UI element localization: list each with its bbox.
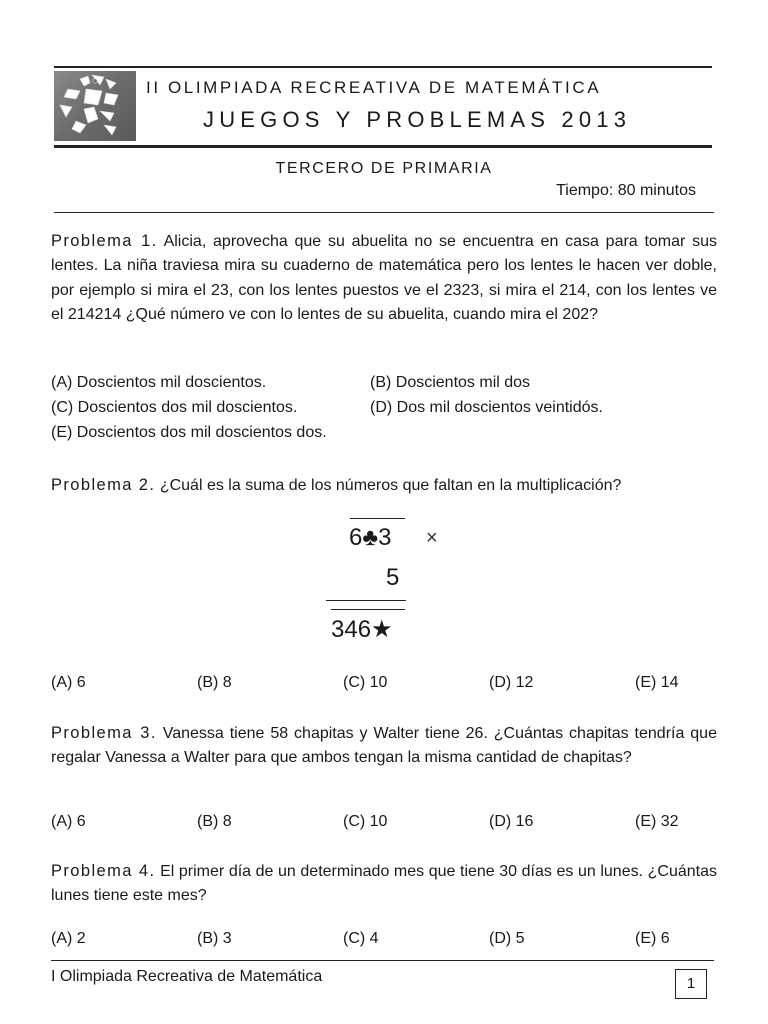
- times-sign: ×: [426, 527, 438, 549]
- time-limit: Tiempo: 80 minutos: [556, 182, 696, 199]
- problem-text: El primer día de un determinado mes que tiene 30 días es un lunes. ¿Cuántas lunes tiene este mes?: [51, 863, 717, 905]
- option-e: (E) Doscientos dos mil doscientos dos.: [51, 424, 327, 441]
- problem-4: [51, 859, 717, 909]
- header-bottom-rule: [54, 145, 712, 148]
- option-a: (A) 6: [51, 813, 86, 830]
- option-b: (B) 8: [197, 813, 232, 830]
- section-divider: [54, 212, 714, 213]
- problem-label: Problema 3.: [51, 724, 157, 742]
- grade-level: TERCERO DE PRIMARIA: [275, 160, 493, 177]
- overline: [350, 518, 405, 519]
- option-c: (C) Doscientos dos mil doscientos.: [51, 399, 298, 416]
- option-e: (E) 14: [635, 674, 679, 691]
- problem-text: ¿Cuál es la suma de los números que faltan en la multiplicación?: [159, 477, 622, 494]
- olympiad-title: II OLIMPIADA RECREATIVA DE MATEMÁTICA: [146, 78, 602, 97]
- option-b: (B) 8: [197, 674, 232, 691]
- olympiad-logo-icon: [54, 71, 136, 141]
- product-overline: [331, 609, 405, 610]
- problem-text: Alicia, aprovecha que su abuelita no se encuentra en casa para tomar sus lentes. La niña traviesa mira su cuaderno de matemática pero los lentes le hacen ver doble, por ejemplo si mira el 23, con los lentes puestos ve el 2323, si mira el 214, con los lentes ve el 214214 ¿Qué número ve con lo lentes de su abuelita, cuando mira el 202?: [51, 233, 718, 324]
- footer-rule: [51, 960, 714, 961]
- option-a: (A) 6: [51, 674, 86, 691]
- option-a: (A) 2: [51, 930, 86, 947]
- option-d: (D) Dos mil doscientos veintidós.: [370, 399, 603, 416]
- option-b: (B) 3: [197, 930, 232, 947]
- option-e: (E) 32: [635, 813, 679, 830]
- multiplicand: 6♣3: [349, 524, 392, 551]
- header-top-rule: [54, 66, 712, 68]
- option-d: (D) 5: [489, 930, 525, 947]
- page-number: 1: [675, 969, 707, 999]
- option-a: (A) Doscientos mil doscientos.: [51, 374, 267, 391]
- problem-text: Vanessa tiene 58 chapitas y Walter tiene 26. ¿Cuántas chapitas tendría que regalar Vanessa a Walter para que ambos tengan la misma cantidad de chapitas?: [51, 725, 717, 767]
- problem-2: [51, 473, 717, 498]
- problem-label: Problema 2.: [51, 476, 156, 494]
- footer-text: I Olimpiada Recreativa de Matemática: [51, 968, 323, 985]
- option-c: (C) 10: [343, 813, 388, 830]
- option-b: (B) Doscientos mil dos: [370, 374, 531, 391]
- option-c: (C) 4: [343, 930, 379, 947]
- product: 346★: [331, 616, 393, 643]
- option-e: (E) 6: [635, 930, 670, 947]
- option-c: (C) 10: [343, 674, 388, 691]
- option-d: (D) 16: [489, 813, 534, 830]
- problem-1: [51, 229, 717, 328]
- problem-label: Problema 4.: [51, 862, 156, 880]
- multiplier: 5: [386, 564, 400, 591]
- problem-3: [51, 721, 717, 771]
- event-subtitle: JUEGOS Y PROBLEMAS 2013: [203, 107, 632, 132]
- product-line: [326, 600, 406, 601]
- option-d: (D) 12: [489, 674, 534, 691]
- problem-label: Problema 1.: [51, 232, 158, 250]
